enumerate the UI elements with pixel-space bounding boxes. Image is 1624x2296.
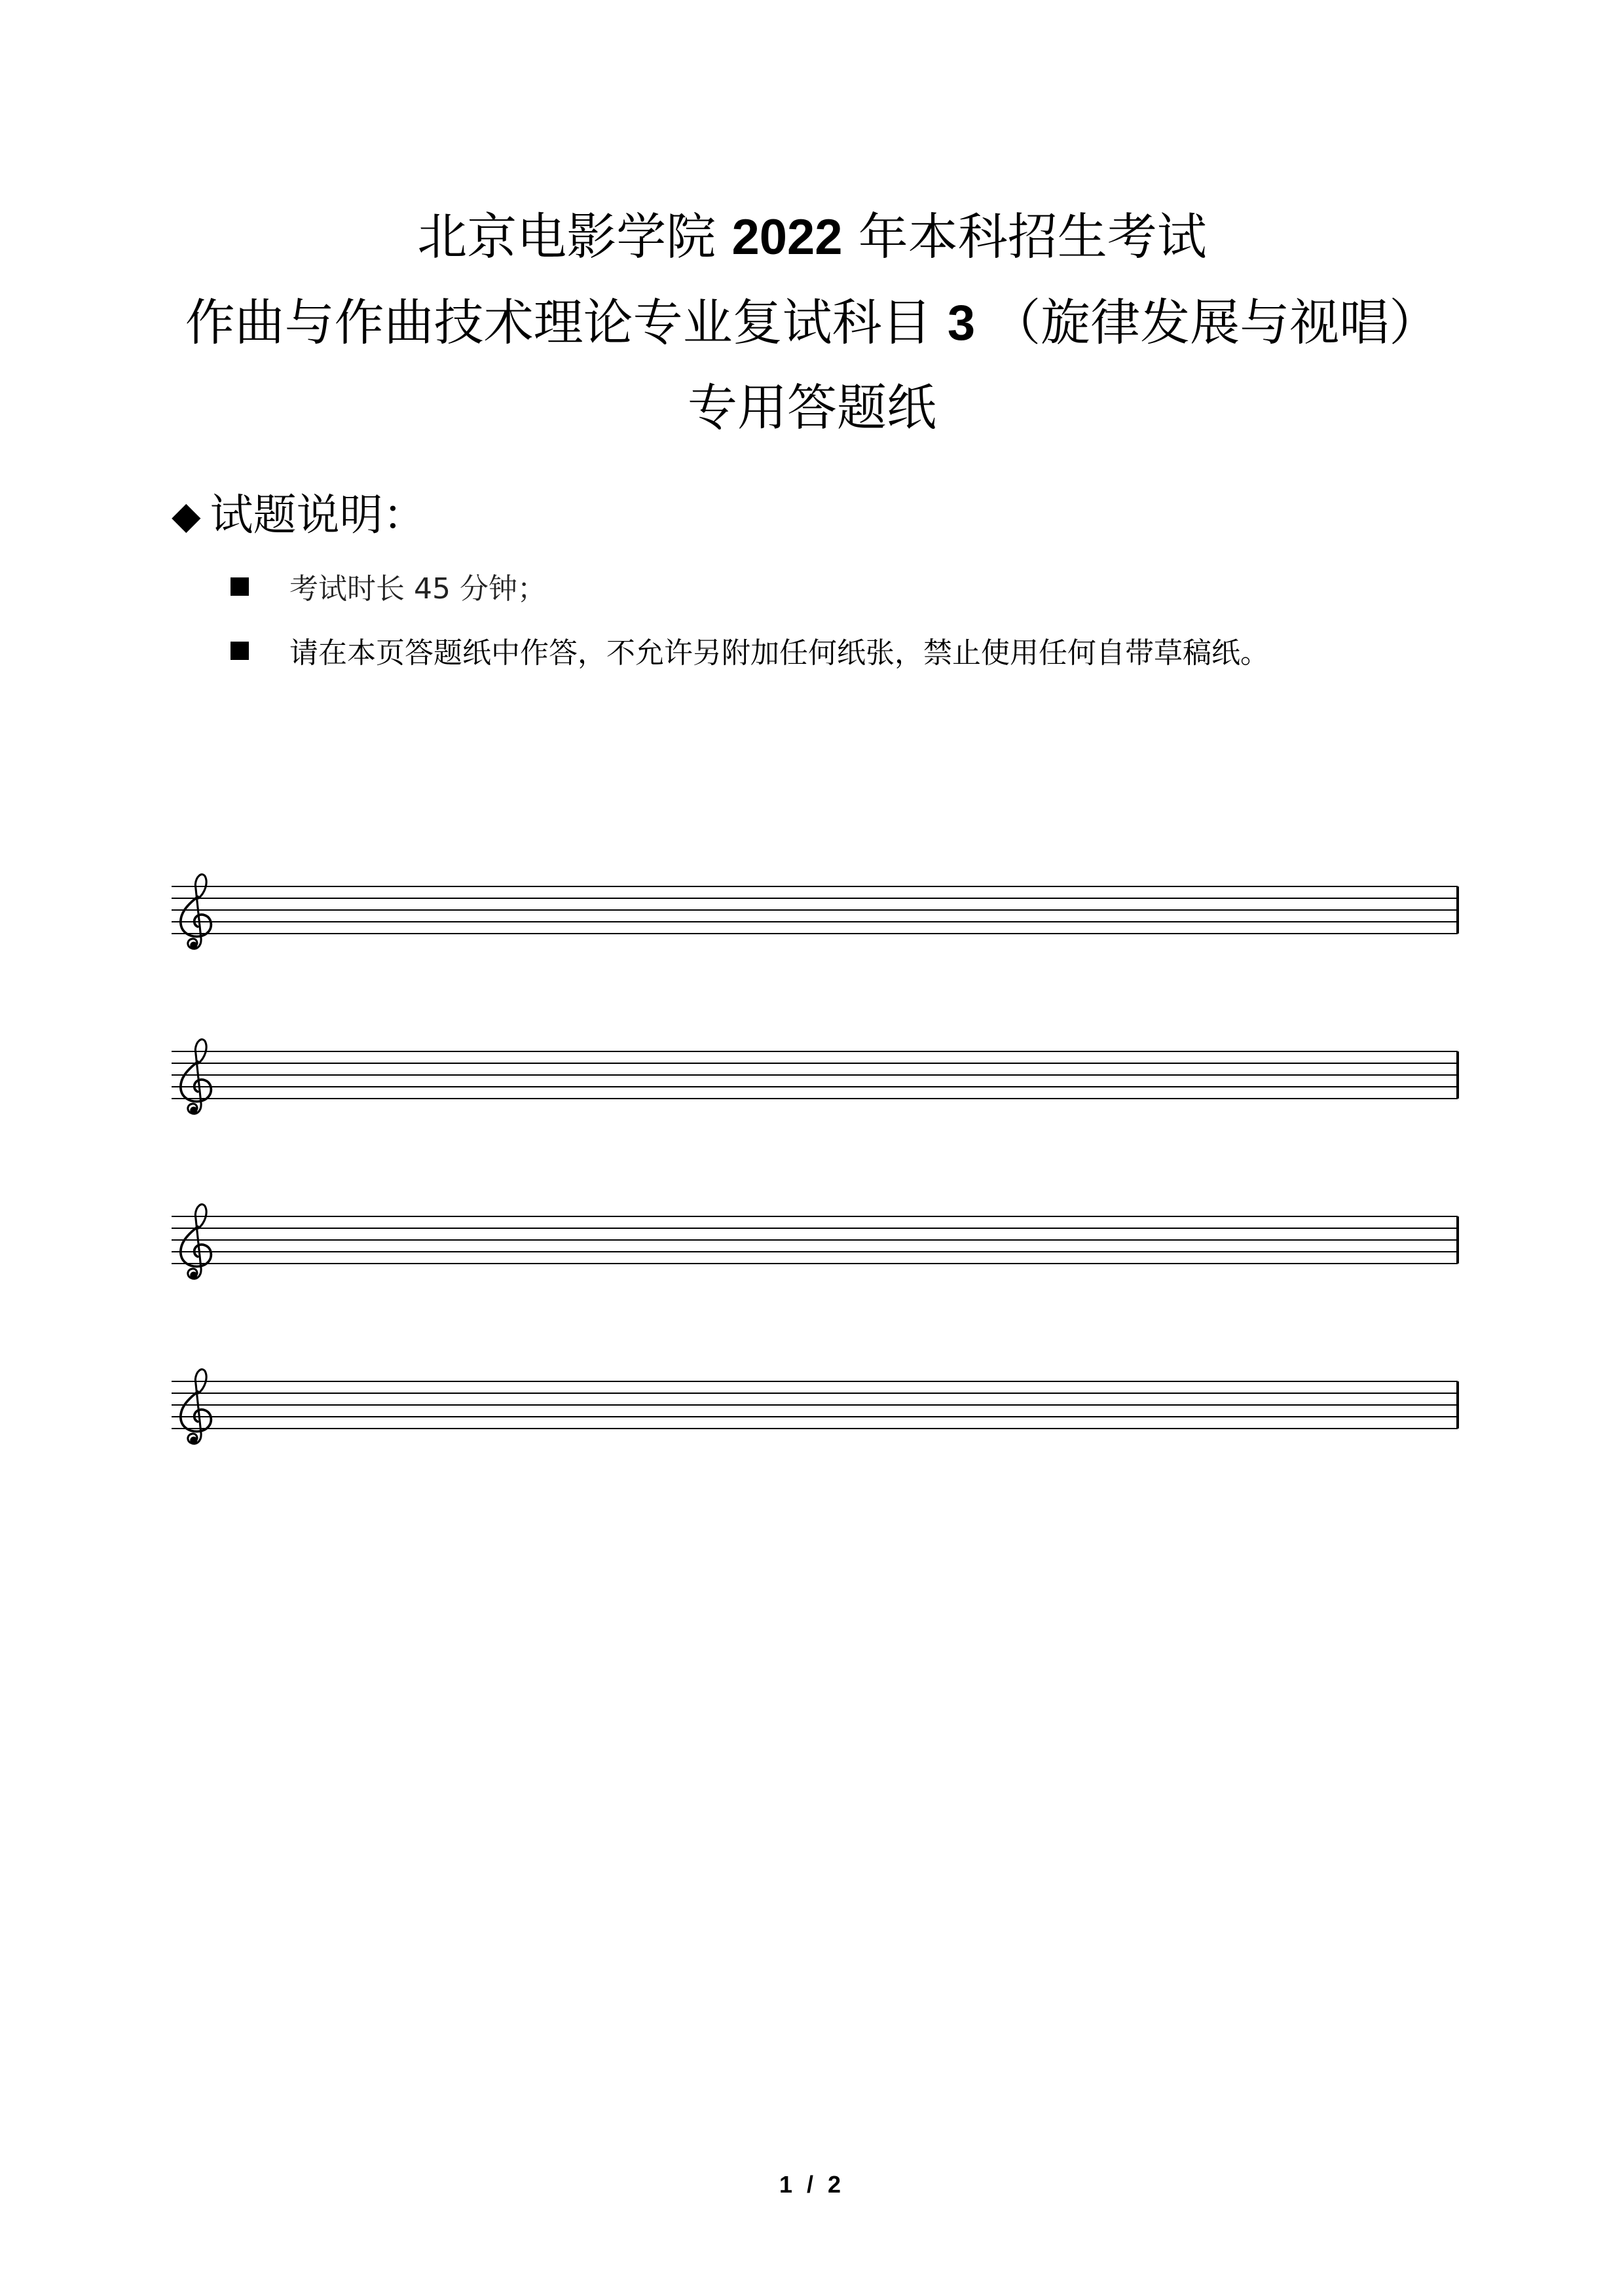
- staff: [172, 1040, 1458, 1114]
- instruction-text: 考试时长 45 分钟；: [289, 572, 546, 606]
- staff-lines: [172, 1216, 1458, 1264]
- staff: [172, 1205, 1458, 1279]
- instructions-heading-text: 试题说明：: [210, 490, 426, 540]
- staff-lines: [172, 1051, 1458, 1099]
- staff-lines: [172, 1381, 1458, 1429]
- instruction-text: 请在本页答题纸中作答，不允许另附加任何纸张，禁止使用任何自带草稿纸。: [289, 636, 1269, 670]
- page-number: 1 / 2: [779, 2171, 845, 2198]
- title-year: 2022: [731, 210, 843, 265]
- staff: [172, 1370, 1458, 1444]
- exam-title-line-3: 专用答题纸: [688, 378, 936, 437]
- title-exam: 年本科招生考试: [858, 208, 1207, 266]
- treble-clef-icon: [181, 875, 211, 949]
- staff-lines: [172, 886, 1458, 934]
- treble-clef-icon: [181, 1205, 211, 1279]
- title-subject-topic: （旋律发展与视唱）: [991, 293, 1439, 352]
- treble-clef-icon: [181, 1370, 211, 1444]
- title-subject: 作曲与作曲技术理论专业复试科目: [185, 293, 932, 352]
- diamond-bullet-icon: ◆: [172, 493, 201, 538]
- title-subject-number: 3: [947, 295, 976, 351]
- treble-clef-icon: [181, 1040, 211, 1114]
- staff: [172, 875, 1458, 949]
- title-school: 北京电影学院: [417, 208, 716, 266]
